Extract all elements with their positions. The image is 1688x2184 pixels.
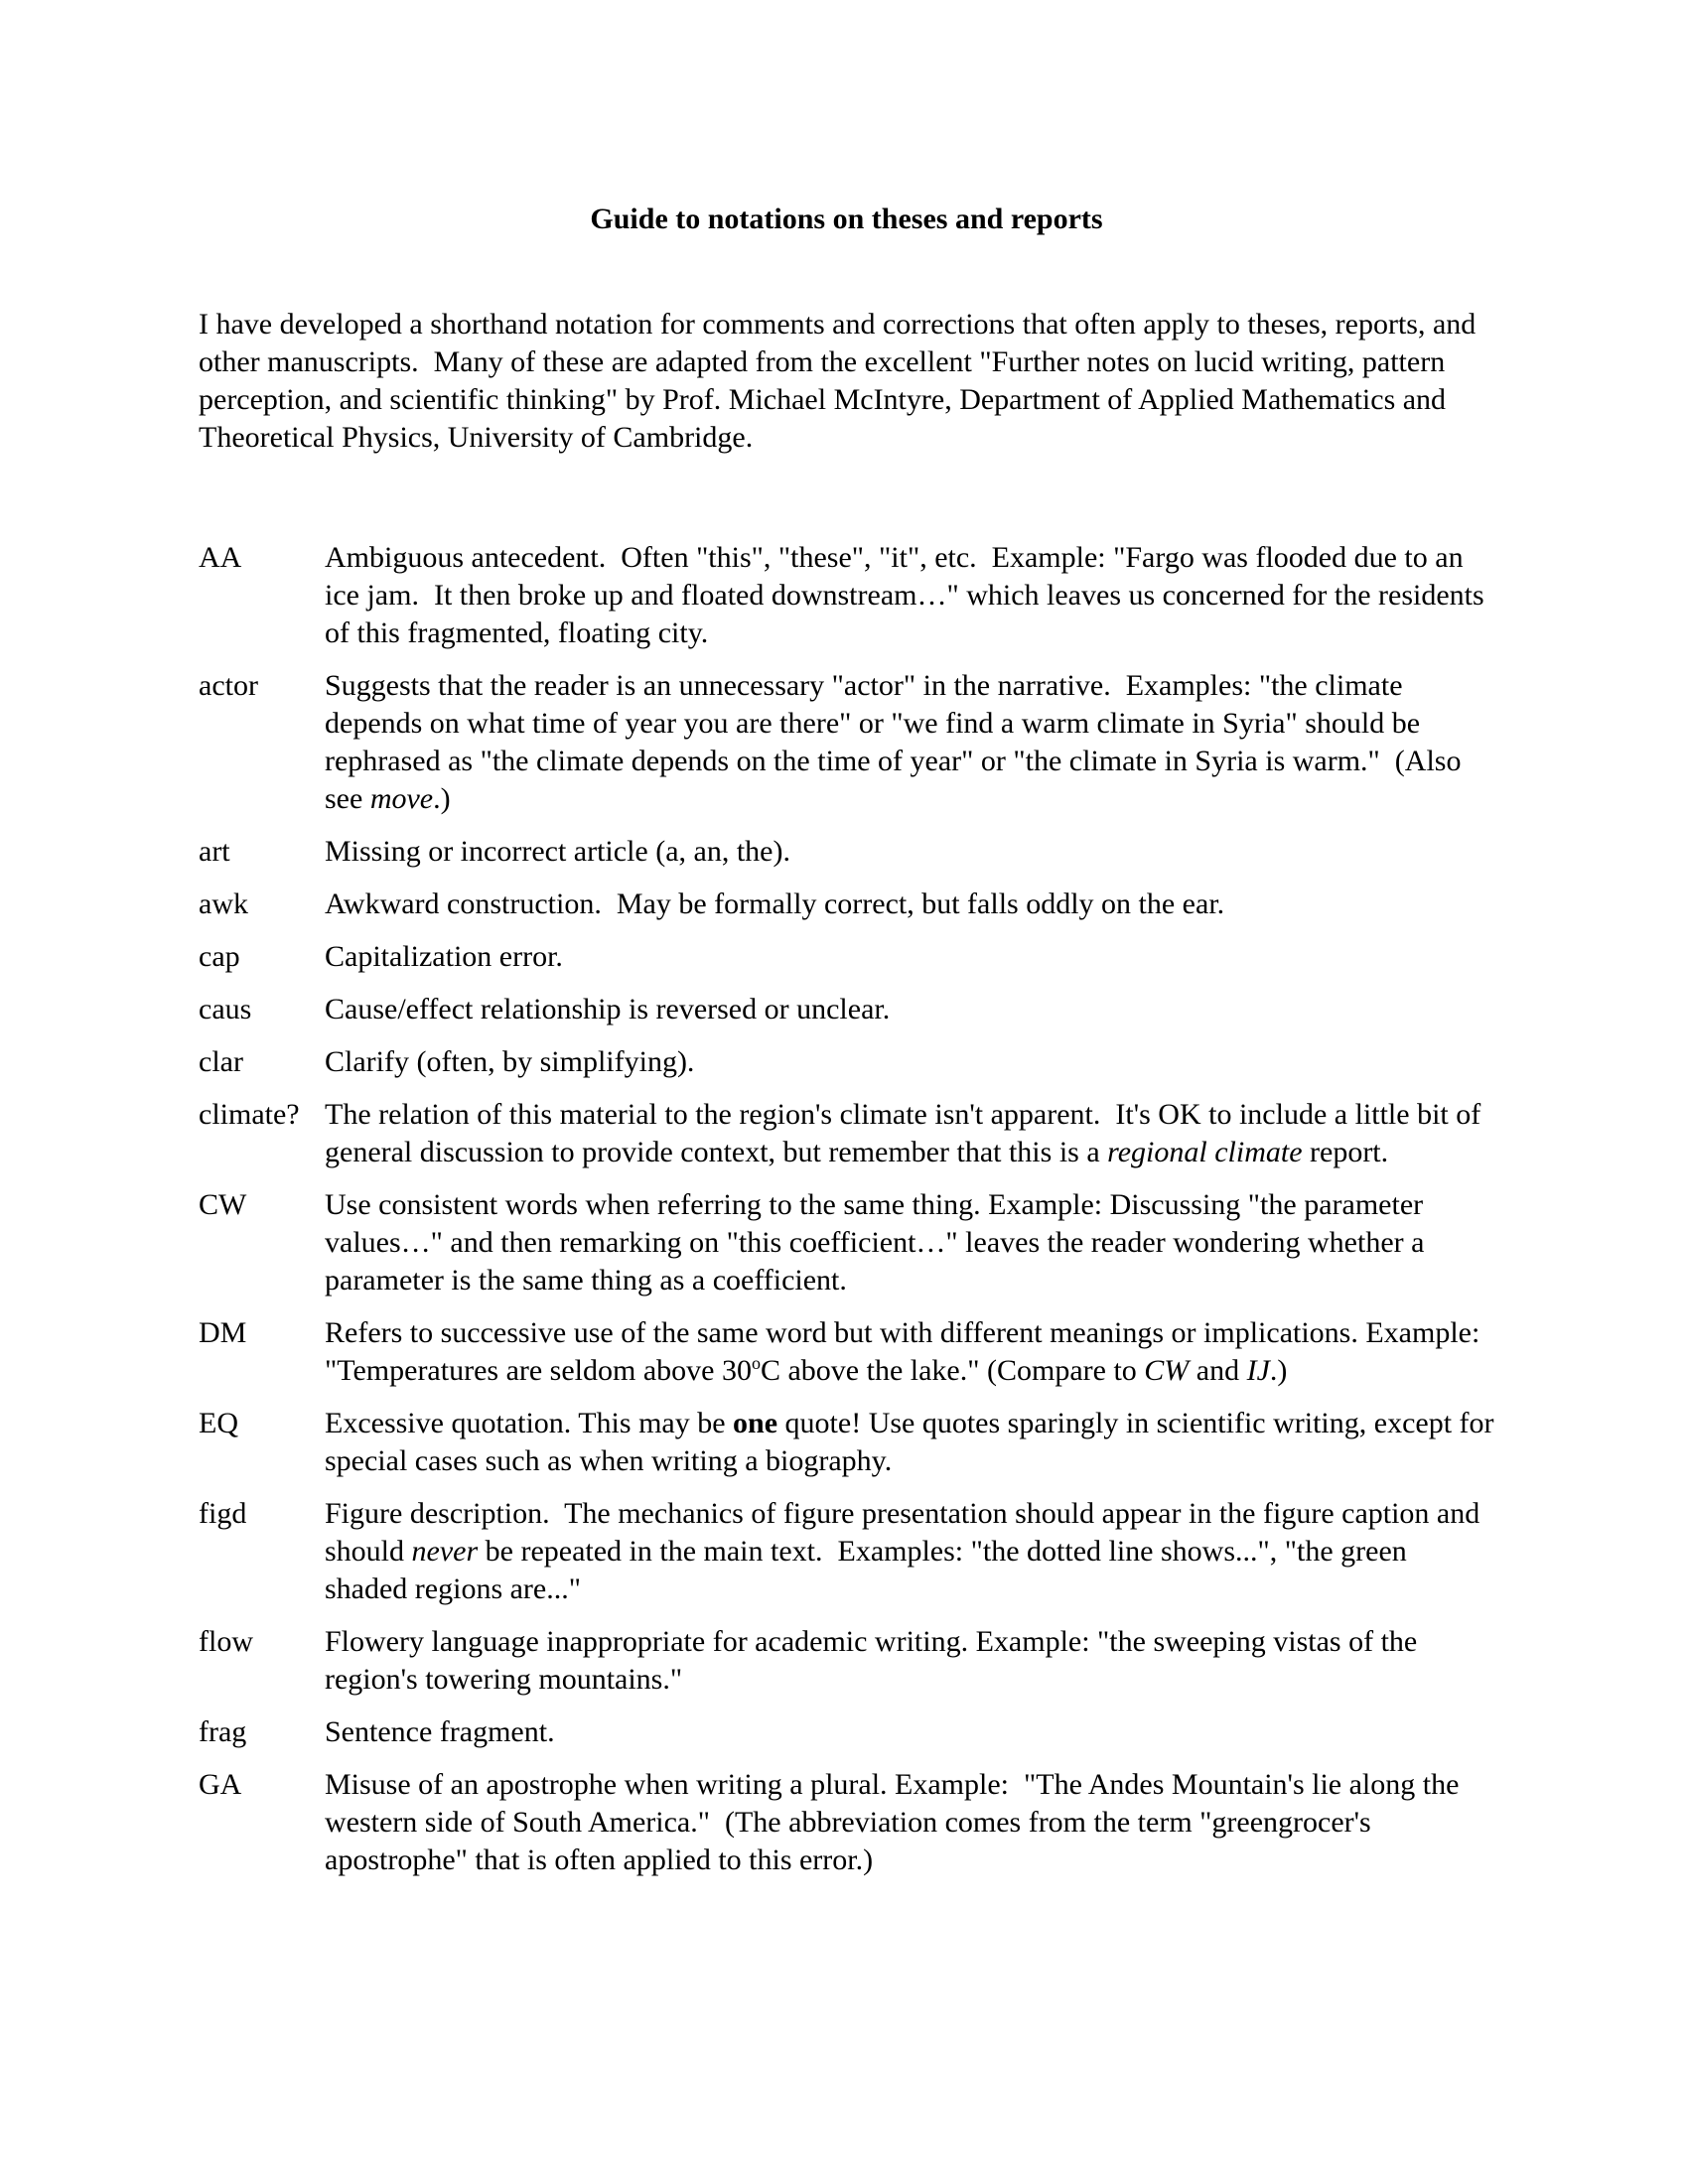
notation-term: CW [199,1188,247,1221]
notation-description [325,1713,1494,1751]
notation-term: climate? [199,1098,300,1131]
description-text: Excessive quotation. This may be [325,1407,734,1439]
description-text: Cause/effect relationship is reversed or unclear. [325,993,891,1025]
notation-entry-eq [199,1405,1502,1480]
notation-entry-clar [199,1043,1494,1081]
notation-description [325,1623,1494,1699]
notation-description [325,1043,1494,1081]
description-text: be repeated in the main text. Examples: "the dotted line shows...", "the green shaded regions are..." [325,1535,1415,1605]
notation-entry-cw [199,1186,1494,1299]
page-title: Guide to notations on theses and reports [590,203,1103,235]
bold-text: one [733,1407,778,1439]
description-text: Flowery language inappropriate for academic writing. Example: "the sweeping vistas of the region's towering mountains." [325,1625,1425,1696]
notation-description [325,833,1494,871]
italic-text: CW [1144,1354,1190,1387]
notation-entry-caus [199,991,1494,1028]
description-text: Awkward construction. May be formally correct, but falls oddly on the ear. [325,887,1225,920]
notation-entry-frag [199,1713,1494,1751]
description-text: report. [1302,1136,1389,1168]
notation-term: actor [199,669,258,702]
notation-term: figd [199,1497,247,1530]
description-text: Sentence fragment. [325,1715,555,1748]
notation-description [325,1096,1494,1171]
superscript-text: o [751,1353,761,1373]
notation-entry-climate [199,1096,1494,1171]
notation-entry-cap [199,938,1494,976]
notation-term: flow [199,1625,253,1658]
notation-term: AA [199,541,242,574]
italic-text: regional climate [1107,1136,1303,1168]
description-text: Suggests that the reader is an unnecessary "actor" in the narrative. Examples: "the climate depends on what time of year you are there" or "we find a warm climate in Syria" should be rephrased as "the climate depends on the time of year" or "the climate in Syria is warm." (Also see [325,669,1469,815]
notation-term: clar [199,1045,243,1078]
description-text: Capitalization error. [325,940,563,973]
description-text: .) [433,782,451,815]
notation-description [325,1495,1494,1608]
description-text: quote! Use quotes sparingly in scientific writing, except for special cases such as when writing a biography. [325,1407,1502,1477]
notation-entry-awk [199,886,1494,923]
notation-description [325,1186,1494,1299]
notation-term: awk [199,887,248,920]
description-text: C above the lake." (Compare to [760,1354,1145,1387]
notation-term: DM [199,1316,247,1349]
notation-entry-art [199,833,1494,871]
description-text: The relation of this material to the region's climate isn't apparent. It's OK to include a little bit of general discussion to provide context, but remember that this is a [325,1098,1488,1168]
notation-description [325,667,1494,818]
notation-term: art [199,835,230,868]
notation-entry-actor [199,667,1494,818]
notation-description [325,1405,1502,1480]
notation-entry-dm [199,1314,1494,1390]
notation-description [325,1766,1494,1879]
notation-description [325,886,1494,923]
description-text: Refers to successive use of the same word but with different meanings or implications. Example: "Temperatures are seldom above 30 [325,1316,1487,1387]
notation-entry-figd [199,1495,1494,1608]
description-text: .) [1269,1354,1288,1387]
document-content [199,0,1502,1879]
italic-text: never [411,1535,479,1568]
description-text: Figure description. The mechanics of figure presentation should appear in the figure caption and should [325,1497,1487,1568]
notation-term: frag [199,1715,247,1748]
intro-paragraph: I have developed a shorthand notation for comments and corrections that often apply to theses, reports, and other manuscripts. Many of these are adapted from the excellent "Further notes on lucid writing, pattern perception, and scientific thinking" by Prof. Michael McIntyre, Department of Applied Mathematics and Theoretical Physics, University of Cambridge. [199,308,1483,454]
notation-entry-aa [199,539,1494,652]
notation-entry-ga [199,1766,1494,1879]
description-text: Missing or incorrect article (a, an, the). [325,835,790,868]
italic-text: move [369,782,434,815]
description-text: Use consistent words when referring to the same thing. Example: Discussing "the parameter values…" and then remarking on "this coefficient…" leaves the reader wondering whether a parameter is the same thing as a coefficient. [325,1188,1432,1297]
notation-entry-flow [199,1623,1494,1699]
notation-description [325,1314,1494,1390]
notation-description [325,938,1494,976]
notation-list [199,539,1502,1879]
description-text: and [1189,1354,1247,1387]
notation-description [325,991,1494,1028]
notation-term: GA [199,1768,242,1801]
description-text: Clarify (often, by simplifying). [325,1045,695,1078]
notation-description [325,539,1494,652]
description-text: Misuse of an apostrophe when writing a plural. Example: "The Andes Mountain's lie along the western side of South America." (The abbreviation comes from the term "greengrocer's apostrophe" that is often applied to this error.) [325,1768,1467,1876]
italic-text: IJ [1246,1354,1270,1387]
notation-term: cap [199,940,240,973]
notation-term: caus [199,993,252,1025]
description-text: Ambiguous antecedent. Often "this", "these", "it", etc. Example: "Fargo was flooded due to an ice jam. It then broke up and floated downstream…" which leaves us concerned for the residents of this fragmented, floating city. [325,541,1492,649]
notation-term: EQ [199,1407,238,1439]
